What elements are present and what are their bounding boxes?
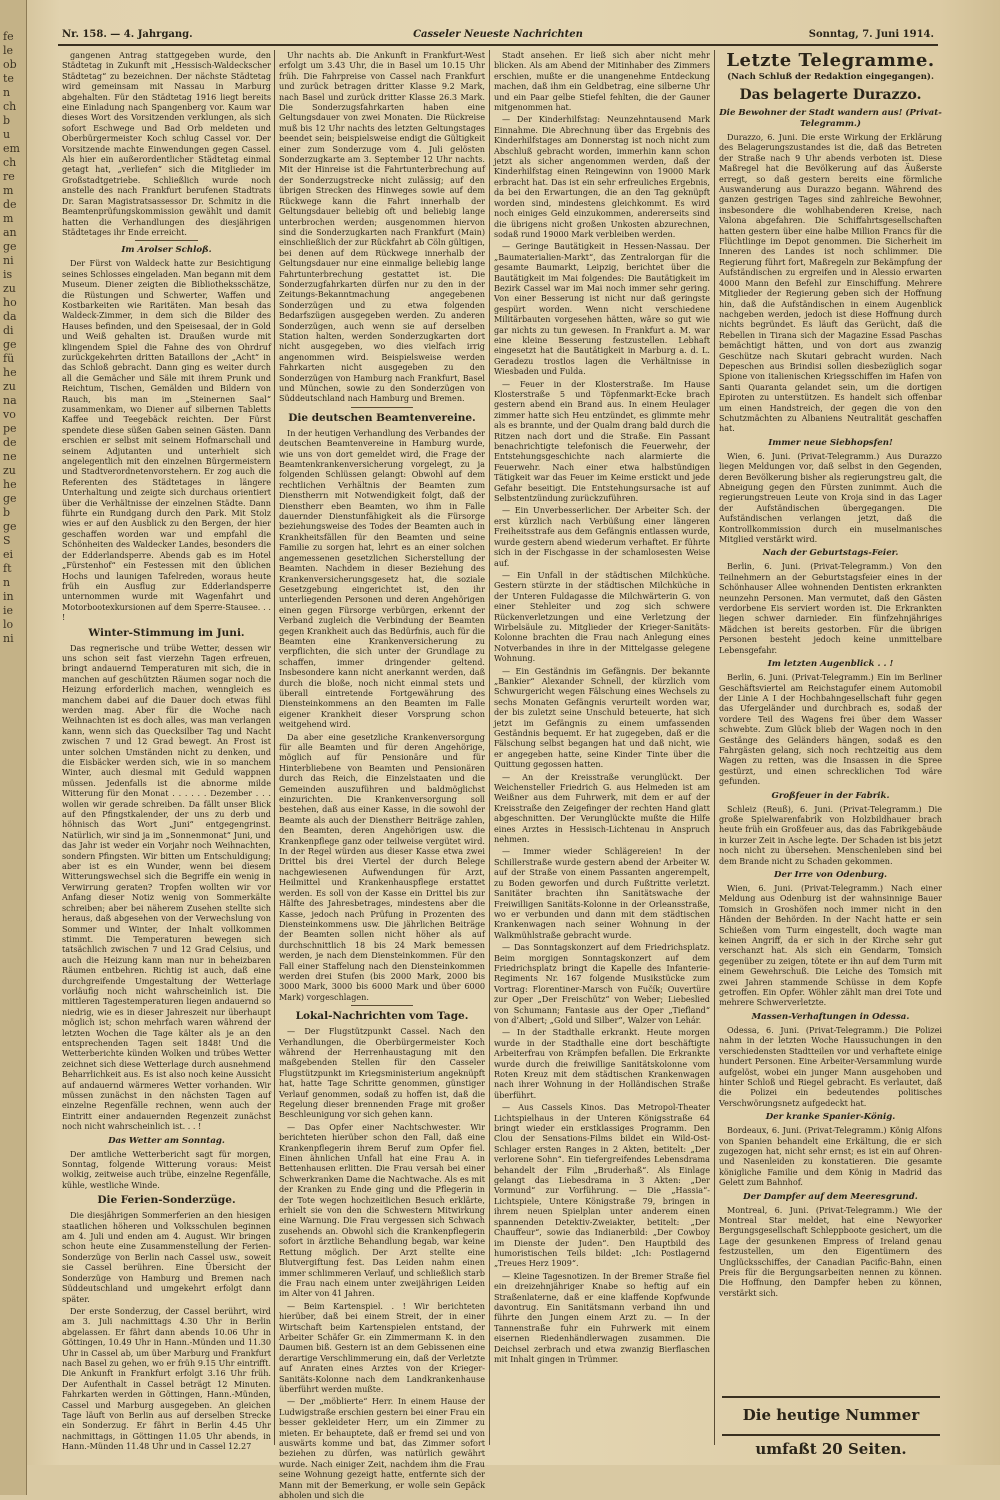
- previous-page-edge: [0, 0, 27, 1495]
- article-paragraph: — Ein Geständnis im Gefängnis. Der bekannte „Bankier“ Alexander Schnell, der kürzlich vom Schwurgericht wegen Fälschung eines Wechsels zu sechs Monaten Gefängnis verurteilt worden war, der bis zuletzt seine Unschuld beteuerte, hat sich jetzt im Gefängnis zu einem umfassenden Geständnis bequemt. Er hat zugegeben, daß er die Fälschung selbst begangen hat und daß nicht, wie er angegeben hatte, seine Kinder Tinte über die Quittung gegossen hatten.: [494, 665, 710, 770]
- column-rule: [274, 50, 275, 1445]
- edge-fragment: em: [3, 142, 20, 155]
- article-paragraph: — Der „möblierte“ Herr. In einem Hause der Ludwigstraße erschien gestern bei einer Frau ein besser gekleideter Herr, um ein Zimmer zu mieten. Er behauptete, daß er fremd sei und von auswärts komme und bat, das Zimmer sofort beziehen zu dürfen, was natürlich gewährt wurde. Nach einiger Zeit, nachdem ihm die Frau seine Wohnung gezeigt hatte, entfernte sich der Mann mit der Bemerkung, er wolle sein Gepäck abholen und sich die: [279, 1396, 485, 1500]
- article-paragraph: In der heutigen Verhandlung des Verbandes der deutschen Beamtenvereine in Hamburg wurde, wie uns von dort gemeldet wird, die Frage der Beamtenkrankenversicherung vorgelegt, zu ja folgenden Schlüssen gelangt: Obwohl auf dem rechtlichen Verhältnis der Beamten zum Dienstherrn mit Notwendigkeit folgt, daß der Dienstherr eben Beamten, wo ihm in Falle dauernder Dienstunfähigkeit als die Fürsorge beziehungsweise des Todes der Beamten auch in Krankheitsfällen für den Beamten und seine Familie zu sorgen hat, lehrt es an einer solchen angemessenen gesetzlichen Sicherstellung der Beamten. Nachdem in dieser Beziehung des Krankenversicherungsgesetz hat, die soziale Gesetzgebung eingerichtet ist, den ihr unterliegenden Personen und deren Angehörigen einen gegen Fürsorge verbürgen, erkennt der Verband zugleich die Verbindung der Beamten gegen Krankheit auch das Bedürfnis, auch für die Beamten eine Krankenversicherung zu verpflichten, die sich unter der Grundlage zu schaffen, immer dringender geltend. Insbesondere kann nicht anerkannt werden, daß durch die bloße, noch nicht einmal stets und überall eintretende Fortgewährung des Diensteinkommens an den Beamten im Falle eigener Krankheit dieser Vorsprung schon weitgehend wird.: [279, 427, 485, 730]
- article-paragraph: Das regnerische und trübe Wetter, dessen wir uns schon seit fast vierzehn Tagen erfreuen, bringt andauernd Temperaturen mit sich, die in manchen auf geschützten Räumen sogar noch die Heizung erforderlich machen, wenngleich es manchem dabei auf die Dauer doch etwas fühl werden mag. Aber für die Woche nach Weihnachten ist es doch alles, was man verlangen kann, wenn sich das Quecksilber Tag und Nacht zwischen 7 und 12 Grad bewegt. An Frost ist unter solchen Umständen nicht zu denken, und die Eisbäcker werden sich, wie in so manchem Winter, auch diesmal mit Geduld wappnen müssen. Jedenfalls ist die abnorme milde Witterung für den Monat . . . . . . Dezember . . . wollen wir gerade schreiben. Da fällt unser Blick auf den Pfingstkalender, der uns zu derb und höhnisch das Wort „Juni“ entgegengrinst. Natürlich, wir sind ja im „Sonnenmonat“ Juni, und das Jahr ist weder ein Vorjahr noch Weihnachten, sondern Pfingsten. Wir bitten um Entschuldigung; aber ist es ein Wunder, wenn bei diesem Witterungswechsel sich die Begriffe ein wenig in Verwirrung geraten? Tropfen wollten wir vor Anfang dieser Notiz wenig von Sommerkälte schreiben; aber bei näherem Zusehen stellte sich heraus, daß abgesehen von der Verwechslung von Sommer und Winter, der Inhalt vollkommen stimmt. Die Temperaturen bewegen sich tatsächlich zwischen 7 und 12 Grad Celsius, und auch die Heizung kann man nur in beheizbaren Räumen entbehren. Richtig ist auch, daß eine durchgreifende Umgestaltung der Wetterlage vorläufig noch nicht wahrscheinlich ist. Die mittleren Tagestemperaturen liegen andauernd so niedrig, wie es in dieser Jahreszeit nur überhaupt möglich ist; schon mehrfach waren während der letzten Wochen die Tage kälter als je an den entsprechenden Tagen seit 1848! Und die Wetterberichte künden Wolken und trübes Wetter zeichnet sich diese Wetterlage durch ausnehmend Beharrlichkeit aus. Es ist also noch keine Aussicht auf andauernd wärmeres Wetter vorhanden. Wir müssen zunächst in den nächsten Tagen auf einzelne Regenfälle rechnen, wenn auch der Eintritt einer andauernden Regenzeit zunächst noch nicht wahrscheinlich ist. . . !: [62, 642, 271, 1132]
- article-paragraph: Montreal, 6. Juni. (Privat-Telegramm.) Wie der Montreal Star meldet, hat eine Newyorker Bergungsgesellschaft Schleppboote gesichert, um die Lage der gesunkenen Empress of Ireland genau festzustellen, um den Eigentümern des Unglücksschiffes, der Canadian Pacific-Bahn, einen Preis für die Bergungsarbeiten nennen zu können. Die Hoffnung, den Dampfer heben zu können, verstärkt sich.: [719, 1204, 942, 1298]
- edge-fragment: ge: [3, 338, 17, 351]
- telegram-headline: Das belagerte Durazzo.: [739, 87, 922, 103]
- edge-fragment: he: [3, 478, 17, 491]
- article-paragraph: Berlin, 6. Juni. (Privat-Telegramm.) Von den Teilnehmern an der Geburtstagsfeier eines in der Schönhauser Allee wohnenden Dentisten erkrankten neunzehn Personen. Man vermutet, daß den Gästen verdorbene Eis serviert worden ist. Die Erkrankten liegen schwer darnieder. Ein fünfzehnjähriges Mädchen ist bereits gestorben. Für die übrigen Personen besteht jedoch keine unmittelbare Lebensgefahr.: [719, 561, 942, 655]
- edge-fragment: n: [3, 86, 11, 99]
- article-paragraph: — An der Kreisstraße verunglückt. Der Weichensteller Friedrich G. aus Helmeden ist am Weißner aus dem Fuhrwerk, mit dem er auf der Kreisstraße den Zeigefinger der rechten Hand glatt abgeschnitten. Der Verunglückte mußte die Hilfe eines Arztes in Hessisch-Lichtenau in Anspruch nehmen.: [494, 771, 710, 845]
- edge-fragment: ei: [3, 548, 14, 561]
- article-paragraph: — Aus Cassels Kinos. Das Metropol-Theater Lichtspielhaus in der Unteren Königsstraße 64 bringt wieder ein erstklassiges Programm. Den Clou der Sensations-Films bildet ein Wild-Ost-Schlager ersten Ranges in 2 Akten, betitelt: „Der verlorene Sohn“. Ein tiefergreifendes Lebensdrama behandelt der Film „Bruderhaß“. Als Einlage gelangt das Liebesdrama in 3 Akten: „Der Vormund“ zur Vorführung. — Die „Hassia“-Lichtspiele, Untere Königstraße 79, bringen in ihrem neuen Spielplan unter anderem einen spannenden Detektiv-Zweiakter, betitelt: „Der Chauffeur“, sowie das Indianerbild: „Der Cowboy im Dienste der Juden“. Den Hauptbild des humoristischen Teils bildet: „Ich: Postlagernd „Treues Herz 1909“.: [494, 1102, 710, 1269]
- edge-fragment: ob: [3, 58, 17, 71]
- edge-fragment: zu: [3, 380, 16, 393]
- edge-fragment: m: [3, 212, 14, 225]
- edge-fragment: is: [3, 268, 13, 281]
- masthead-title: Casseler Neueste Nachrichten: [413, 29, 583, 40]
- edge-fragment: na: [3, 394, 17, 407]
- issue-date: Sonntag, 7. Juni 1914.: [808, 29, 934, 40]
- article-paragraph: Wien, 6. Juni. (Privat-Telegramm.) Aus Durazzo liegen Meldungen vor, daß selbst in den Gegenden, deren Bevölkerung bisher als regierungstreu galt, die Abneigung gegen den Fürsten zunimmt. Auch die regierungstreuen Leute von Kroja sind in das Lager der Aufständischen übergegangen. Die Aufständischen verlangen jetzt, daß die Kontrollkommission durch ein muselmanisches Mitglied verstärkt wird.: [719, 450, 942, 545]
- article-paragraph: gangenen Antrag stattgegeben wurde, den Städtetag in Zukunft mit „Hessisch-Waldeckscher Städtetag“ zu bezeichnen. Der nächste Städtetag wird gemeinsam mit Nassau in Marburg abgehalten. Für den Städtetag 1916 liegt bereits eine Einladung nach Spangenberg vor. Kaum war dieses Wort des Vorsitzenden verklungen, als sich sofort Eschwege und Bad Orb meldeten und Oberbürgermeister Koch schlug Cassel vor. Der Vorsitzende machte Einwendungen gegen Cassel. Als hier ein außerordentlicher Städtetag einmal getagt hat, „verliefen“ sich die Mitglieder im Großstadtgetriebe. Schließlich wurde noch anstelle des nach Frankfurt berufenen Stadtrats Dr. Saran Magistratsassessor Dr. Schmitz in die Beamtenprüfungskommission gewählt und damit hatten die Verhandlungen des diesjährigen Städtetages ihr Ende erreicht.: [62, 50, 271, 237]
- article-paragraph: Der amtliche Wetterbericht sagt für morgen, Sonntag, folgende Witterung voraus: Meist wolkig, zeitweise auch trübe, einzelne Regenfälle, kühle, westliche Winde.: [62, 1148, 271, 1190]
- edge-fragment: lo: [3, 618, 14, 631]
- article-paragraph: — Das Sonntagskonzert auf dem Friedrichsplatz. Beim morgigen Sonntagskonzert auf dem Friedrichsplatz bringt die Kapelle des Infanterie-Regiments Nr. 167 folgende Musikstücke zum Vortrag: Florentiner-Marsch von Fučík; Ouvertüre zur Oper „Der Freischütz“ von Weber; Liebeslied von Schumann; Fantasie aus der Oper „Tiefland“ von d’Albert; „Gold und Silber“, Walzer von Lehár.: [494, 942, 710, 1025]
- column-rule: [489, 50, 490, 1445]
- article-subheadline: Der Dampfer auf dem Meeresgrund.: [743, 1191, 918, 1202]
- edge-fragment: b: [3, 506, 11, 519]
- telegram-list: [719, 87, 942, 1298]
- issue-page-count-note: Die heutige Nummer umfaßt 20 Seiten.: [722, 1396, 940, 1436]
- article-paragraph: — Das Opfer einer Nachtschwester. Wir berichteten hierüber schon den Fall, daß eine Krankenpflegerin ihrem Beruf zum Opfer fiel. Einen ähnlichen Unfall hat eine Frau A. in Bettenhausen erlitten. Die Frau versah bei einer Schwerkranken Dame die Nachtwache. Als es mit der Kranken zu Ende ging und die Pflegerin in der Tote wegen hochzeitlichen Besuch erklärte, erhielt sie von den die Schwestern Mitwirkung eine Warnung. Die Frau vergessen sich Schwach zusehends an. Obwohl sich die Krankenpflegerin sofort in ärztliche Behandlung begab, war keine Rettung möglich. Der Arzt stellte eine Blutvergiftung fest. Das Leiden nahm einen immer schlimmeren Verlauf, und schließlich starb die Frau nach einem unter zweijährigen Leiden im Alter von 41 Jahren.: [279, 1121, 485, 1299]
- edge-fragment: ge: [3, 240, 17, 253]
- edge-fragment: ni: [3, 632, 14, 645]
- section-separator: [351, 407, 413, 408]
- telegrams-title: Letzte Telegramme.: [726, 50, 935, 71]
- edge-fragment: ho: [3, 296, 17, 309]
- article-paragraph: Der erste Sonderzug, der Cassel berührt, wird am 3. Juli nachmittags 4.30 Uhr in Berlin abgelassen. Er fährt dann abends 10.06 Uhr in Göttingen, 10.49 Uhr in Hann.-Münden und 11.30 Uhr in Cassel ab, um über Marburg und Frankfurt nach Basel zu gehen, wo er früh 9.15 Uhr eintrifft. Die Ankunft in Frankfurt erfolgt 3.16 Uhr früh. Der Aufenthalt in Cassel beträgt 12 Minuten. Fahrkarten werden in Göttingen, Hann.-Münden, Cassel und Marburg ausgegeben. An gleichen Tage läuft von Berlin aus auf derselben Strecke ein Sonderzug. Er fährt in Berlin 4.45 Uhr nachmittags, in Göttingen 11.05 Uhr abends, in Hann.-Münden 11.48 Uhr und in Cassel 12.27: [62, 1305, 271, 1452]
- edge-fragment: ch: [3, 156, 17, 169]
- article-paragraph: Wien, 6. Juni. (Privat-Telegramm.) Nach einer Meldung aus Odenburg ist der wahnsinnige Bauer Tomsich in Groshöfen noch immer nicht in den Händen der Behörden. In der Nacht hatte er sein Schießen vom Turm eingestellt, doch wagte man keinen Angriff, da er sich in der Kirche sehr gut verschanzt hat. Als sich ein Gendarm, Tomsich gegenüber zu zeigen, tötete er ihn auf dem Turm mit einem Gewehrschuß. Die Leiche des Tomsich mit zwei Jahren stammende Schüsse in dem Kopfe getroffen. Ein Opfer. Wöhler zählt man drei Tote und mehrere Schwerverletzte.: [719, 883, 942, 1008]
- article-paragraph: Die diesjährigen Sommerferien an den hiesigen staatlichen höheren und Volksschulen beginnen am 4. Juli und enden am 4. August. Wir bringen schon heute eine Zusammenstellung der Ferien-Sonderzüge von Berlin nach Cassel usw., soweit sie Cassel berühren. Eine Übersicht der Sonderzüge von Hamburg und Bremen nach Süddeutschland und umgekehrt erfolgt dann später.: [62, 1210, 271, 1304]
- article-subheadline: Im letzten Augenblick . . !: [767, 659, 894, 670]
- edge-fragment: b: [3, 114, 11, 127]
- edge-fragment: de: [3, 198, 17, 211]
- column-3: [494, 50, 710, 1445]
- issue-number: Nr. 158. — 4. Jahrgang.: [62, 29, 193, 40]
- edge-fragment: ie: [3, 604, 14, 617]
- article-paragraph: Uhr nachts ab. Die Ankunft in Frankfurt-West erfolgt um 3.43 Uhr, die in Basel um 10.15 Uhr früh. Die Fahrpreise von Cassel nach Frankfurt und zurück betragen dritter Klasse 9.2 Mark, nach Basel und zurück dritter Klasse 26.3 Mark. Die Sonderzugsfahrkarten haben eine Geltungsdauer von zwei Monaten. Die Rückreise muß bis 12 Uhr nachts des letzten Geltungstages beendet sein; beispielsweise endigt die Gültigkeit einer zum Sonderzuge vom 4. Juli gelösten Sonderzugkarte am 3. September 12 Uhr nachts. Mit der Hinreise ist die Fahrtunterbrechung auf der Sonderzugstrecke nicht zulässig; auf den übrigen Strecken des Hinweges sowie auf dem Rückwege kann die Fahrt innerhalb der Geltungsdauer beliebig oft und beliebig lange unterbrochen werden; ausgenommen hiervon sind die Sonderzugkarten nach Frankfurt (Main) einschließlich der zur Rückfahrt ab Cöln gültigen, bei denen auf dem Rückwege innerhalb der Geltungsdauer nur eine einmalige beliebig lange Fahrtunterbrechung gestattet ist. Die Sonderzugfahrkarten dürfen nur zu den in der Zeitungs-Bekanntmachung angegebenen Sonderzügen und zu etwa folgenden Bedarfszügen ausgegeben werden. Zu anderen Sonderzügen, auch wenn sie auf derselben Station halten, werden Sonderzugkarten dort nicht ausgegeben, wo dies vielfach irrig angenommen wird. Beispielsweise werden Fahrkarten nicht ausgegeben zu den Sonderzügen von Hamburg nach Frankfurt, Basel und München, sowie zu den Sonderzügen von Süddeutschland nach Hamburg und Bremen.: [279, 50, 485, 404]
- edge-fragment: he: [3, 366, 17, 379]
- edge-fragment: pe: [3, 422, 17, 435]
- article-paragraph: — Der Flugstützpunkt Cassel. Nach den Verhandlungen, die Oberbürgermeister Koch während der Herrenhaustagung mit den maßgebenden Stellen für den Casseler Flugstützpunkt im Kriegsministerium angeknüpft hat, hatte Tage Schritte genommen, günstiger Verlauf genommen, sodaß zu hoffen ist, daß die Regelung dieser brennenden Frage mit großer Beschleunigung vor sich gehen kann.: [279, 1026, 485, 1120]
- edge-fragment: ch: [3, 100, 17, 113]
- article-paragraph: Schleiz (Reuß), 6. Juni. (Privat-Telegramm.) Die große Spielwarenfabrik von Holzbildhauer brach heute früh ein Großfeuer aus, das das Fabrikgebäude in kurzer Zeit in Asche legte. Der Schaden ist bis jetzt noch nicht zu übersehen. Menschenleben sind bei dem Brande nicht zu Schaden gekommen.: [719, 803, 942, 866]
- article-paragraph: — In der Stadthalle erkrankt. Heute morgen wurde in der Stadthalle eine dort beschäftigte Arbeiterfrau von Krämpfen befallen. Die Erkrankte wurde durch die freiwillige Sanitätskolonne vom Roten Kreuz mit dem städtischen Krankenwagen nach ihrer Wohnung in der Holländischen Straße überführt.: [494, 1027, 710, 1100]
- article-paragraph: — Ein Unverbesserlicher. Der Arbeiter Sch. der erst kürzlich nach Verbüßung einer längeren Freiheitsstrafe aus dem Gefängnis entlassen wurde, wurde gestern abend wiederum verhaftet. Er führte sich in der Fischgasse in der schamlosesten Weise auf.: [494, 505, 710, 568]
- article-paragraph: — Immer wieder Schlägereien! In der Schillerstraße wurde gestern abend der Arbeiter W. auf der Straße von einem Passanten angerempelt, zu Boden geworfen und durch Fußtritte verletzt. Sanitäter brachten ihn Sanitätswache der Freiwilligen Sanitäts-Kolonne in der Orleansstraße, wo er verbunden und dann mit dem städtischen Krankenwagen nach seiner Wohnung in der Walkmühlstraße gebracht wurde.: [494, 846, 710, 940]
- section-separator: [135, 240, 198, 241]
- edge-fragment: zu: [3, 464, 16, 477]
- article-paragraph: — Geringe Bautätigkeit in Hessen-Nassau. Der „Baumaterialien-Markt“, das Zentralorgan für die gesamte Baumarkt, Leipzig, berichtet über die Bautätigkeit im Mai folgendes: Die Bautätigkeit im Bezirk Cassel war im Mai noch immer sehr gering. Von einer Besserung ist nicht nur daß geringste gespürt worden. Wenn nicht verschiedene Militärbauten vorgesehen hätten, wäre so gut wie gar nichts zu tun gewesen. In Frankfurt a. M. war eine kleine Besserung festzustellen. Lebhaft eingesetzt hat die Bautätigkeit in Marburg a. d. L. Geradezu trostlos lagen die Verhältnisse in Wiesbaden und Fulda.: [494, 241, 710, 377]
- article-paragraph: — Feuer in der Klosterstraße. Im Hause Klosterstraße 5 und Töpfenmarkt-Ecke brach gestern abend ein Brand aus. In einem Heulager zimmer hatte sich Heu entzündet, es glimmte mehr als es brannte, und der Qualm drang bald durch die Ritzen nach dort und die Straße. Ein Passant benachrichtigte telefonisch die Feuerwehr, der Entstehungsgeschichte nach alarmierte die Feuerwehr. Nach einer etwa halbstündigen Tätigkeit war das Feuer im Keime erstickt und jede Gefahr beseitigt. Die Entstehungsursache ist auf Selbstentzündung zurückzuführen.: [494, 378, 710, 504]
- article-paragraph: Da aber eine gesetzliche Krankenversorgung für alle Beamten und für deren Angehörige, möglich auf für Pensionäre und für Hinterbliebene von Beamten und Pensionären durch das Reich, die Einzelstaaten und die Gemeinden auszuführen und baldmöglichst einzurichten. Die Krankenversorgung soll bestehen, daß aus einer Kasse, in die sowohl der Beamte als auch der Dienstherr Beiträge zahlen, den Beamten, deren Angehörigen usw. die Krankenpflege ganz oder teilweise vergütet wird. In der Regel würden aus dieser Kasse etwa zwei Drittel bis drei Viertel der durch Belege nachgewiesenen Aufwendungen für Arzt, Heilmittel und Krankenhauspflege erstattet werden. Es soll von der Kasse ein Drittel bis zur Hälfte des Jahresbetrages, mindestens aber die Kasse, jedoch nach Prüfung in Prozenten des Diensteinkommens usw. Die jährlichen Beiträge der Beamten sollen nicht höher als auf durchschnittlich 18 bis 24 Mark bemessen werden, je nach dem Diensteinkommen. Für den Fall einer Staffelung nach den Diensteinkommen werden drei Stufen (bis 2000 Mark, 2000 bis 3000 Mark, 3000 bis 6000 Mark und über 6000 Mark) vorgeschlagen.: [279, 731, 485, 1002]
- article-paragraph: Bordeaux, 6. Juni. (Privat-Telegramm.) König Alfons von Spanien behandelt eine Erkältung, die er sich zugezogen hat, nicht sehr ernst; es ist ein auf Ohren- und Nasenleiden zu konstatieren. Die gesamte königliche Familie und dem König in Madrid das Gelett zum Bahnhof.: [719, 1125, 942, 1188]
- telegrams-subtitle: (Nach Schluß der Redaktion eingegangen).: [727, 72, 934, 82]
- edge-fragment: ni: [3, 254, 14, 267]
- article-subheadline: Im Arolser Schloß.: [121, 245, 212, 256]
- edge-fragment: di: [3, 324, 14, 337]
- edge-fragment: u: [3, 128, 11, 141]
- edge-fragment: vo: [3, 408, 16, 421]
- article-paragraph: Der Fürst von Waldeck hatte zur Besichtigung seines Schlosses eingeladen. Man begann mit dem Museum. Diener zeigten die Bibliotheksschätze, die Rüstungen und Schwerter, Waffen und Kostbarkeiten wie Raritäten. Man besah das Waldeck-Zimmer, in dem sich die Bilder des Hauses befinden, und den Speisesaal, der in Gold und Weiß gehalten ist. Draußen wurde mit klingendem Spiel die Fahne des von Ohrdruf zurückgekehrten dritten Bataillons der „Acht“ in das Schloß gebracht. Dann ging es weiter durch all die Gemächer und Säle mit ihrem Prunk und Reichtum, Tischen, Gemälden und Bildern von Rauch, bis man im „Steinernen Saal“ zusammenkam, wo Diener auf silbernen Tabletts Kaffee und Teegebäck reichten. Der Fürst spendete diese süßen Gaben seinen Gästen. Dann erschien er selbst mit seinem Hofmarschall und seinem Adjutanten und unterhielt sich angelegentlich mit den einzelnen Bürgermeistern und Stadtverordnetenvorstehern. Er zog auch die Referenten des Städtetages in längere Unterhaltung und zeigte sich durchaus orientiert über die Verhältnisse der einzelnen Städte. Dann führte ein Rundgang durch den Park. Mit Stolz wies er auf den Ausblick zu den Bergen, der hier geschaffen worden war und empfahl die Schönheiten des Waldecker Landes, besonders die der Edderlandsperre. Abends gab es im Hotel „Fürstenhof“ ein Festessen mit den üblichen Hochs und launigen Tafelreden, woraus heute früh ein Ausflug zur Edderlandsperre unternommen wurde mit Wagenfahrt und Motorbootexkursionen auf dem Sperre-Stausee. . . !: [62, 258, 271, 623]
- article-subheadline: Immer neue Siebhopsfen!: [768, 437, 893, 448]
- edge-fragment: zu: [3, 282, 16, 295]
- article-subheadline: Das Wetter am Sonntag.: [108, 1135, 225, 1146]
- edge-fragment: ge: [3, 520, 17, 533]
- column-2: [279, 50, 485, 1500]
- article-paragraph: — Beim Kartenspiel. . ! Wir berichteten hierüber, daß bei einem Streit, der in einer Wirtschaft beim Kartenspielen entstand, der Arbeiter Schäfer Gr. ein Zimmermann K. in den Daumen biß. Gestern ist an dem Gebissenen eine derartige Verschlimmerung ein, daß der Verletzte auf Anraten eines Arztes von der Krieger-Sanitäts-Kolonne nach dem Landkrankenhause überführt werden mußte.: [279, 1300, 485, 1394]
- article-subheadline: Großfeuer in der Fabrik.: [771, 790, 890, 801]
- article-paragraph: — Ein Unfall in der städtischen Milchküche. Gestern stürzte in der städtischen Milchküche in der Unteren Fuldagasse die Milchwärterin G. von einer Stehleiter und zog sich schwere Rückenverletzungen und eine Verletzung der Wirbelsäule zu. Mitglieder der Krieger-Sanitäts-Kolonne brachten die Frau nach Anlegung eines Notverbandes in ihre in der Mittelgasse gelegene Wohnung.: [494, 569, 710, 664]
- edge-fragment: te: [3, 72, 14, 85]
- article-subheadline: Der kranke Spanier-König.: [765, 1112, 896, 1123]
- edge-fragment: re: [3, 170, 15, 183]
- edge-fragment: ft: [3, 562, 12, 575]
- article-headline: Die deutschen Beamtenvereine.: [288, 411, 476, 424]
- edge-fragment: m: [3, 184, 14, 197]
- article-headline: Die Ferien-Sonderzüge.: [97, 1194, 236, 1207]
- article-subheadline: Die Bewohner der Stadt wandern aus! (Privat-Telegramm.): [719, 108, 942, 129]
- edge-fragment: de: [3, 436, 17, 449]
- article-paragraph: Berlin, 6. Juni. (Privat-Telegramm.) Ein im Berliner Geschäftsviertel am Reichstagufer einem Automobil der Linie A I der Hochbahngesellschaft fuhr gegen das Ufergeländer und durchbrach es, sodaß der vordere Teil des Wagens frei über dem Wasser schwebte. Zum Glück blieb der Wagen noch in den Gestänge des Geländers hängen, sodaß es den Fahrgästen gelang, sich noch rechtzeitig aus dem Wagen zu retten, was die Insassen in die Spree gestürzt, und einen schrecklichen Tod wäre gefunden.: [719, 672, 942, 787]
- article-subheadline: Massen-Verhaftungen in Odessa.: [751, 1011, 910, 1022]
- edge-fragment: le: [3, 44, 14, 57]
- section-separator: [351, 1005, 413, 1006]
- page-header: [58, 28, 938, 46]
- edge-fragment: ne: [3, 450, 17, 463]
- edge-fragment: n: [3, 576, 11, 589]
- column-1: [62, 50, 271, 1452]
- edge-fragment: in: [3, 590, 14, 603]
- article-paragraph: Odessa, 6. Juni. (Privat-Telegramm.) Die Polizei nahm in der letzten Woche Haussuchungen in den verschiedensten Stadtteilen vor und verhaftete einige hundert Personen. Eine Arbeiter-Versammlung wurde aufgelöst, wobei ein junger Mann ausgehoben und hinter Schloß und Riegel gebracht. Es verlautet, daß die Polizei ein bedeutendes politisches Verschwörungsnetz aufgedeckt hat.: [719, 1024, 942, 1108]
- article-paragraph: Durazzo, 6. Juni. Die erste Wirkung der Erklärung des Belagerungszustandes ist die, daß das Betreten der Straße nach 9 Uhr abends verboten ist. Diese Maßregel hat die Bevölkerung auf das Äußerste erregt, so daß gestern bereits eine förmliche Auswanderung aus Durazzo begann. Während des ganzen gestrigen Tages sind zahlreiche Bewohner, insbesondere die wohlhabenderen Kreise, nach Valona abgefahren. Die Schiffahrtsgesellschaften hatten gestern über eine halbe Million Francs für die Flüchtlinge im Depot genommen. Die Sicherheit im Inneren des Landes ist noch schlimmer. Die Regierung führt fort, Maßregeln zur Bekämpfung der Aufständischen zu ergreifen und in Alessio erwarten 4000 Mann den Befehl zur Einschiffung. Mehrere Mitglieder der Regierung geben sich der Hoffnung hin, daß die Aufständischen in einem Augenblick nachgeben werden, jedoch ist diese Hoffnung durch nichts begründet. Es läuft das Gerücht, daß die Rebellen in Tirana sich der Magazine Essad Paschas bemächtigt hätten, und von dort aus zwanzig Geschütze nach Skutari gebracht wurden. Nach Depeschen aus Brindisi sollen diesbezüglich sogar Spione von italienischen Kriegsschiffen im Hafen von Santi Quaranta gelandet sein, um die dortigen Epiroten zu unterstützen. Es handelt sich offenbar um einen Handstreich, der gegen die von den Schutzmächten zu Albaniens Neutralität geschaffen hat.: [719, 132, 942, 434]
- edge-fragment: fe: [3, 30, 14, 43]
- article-paragraph: — Der Kinderhilfstag: Neunzehntausend Mark Einnahme. Die Abrechnung über das Ergebnis des Kinderhilfstages am Donnerstag ist noch nicht zum Abschluß gebracht worden, immerhin kann schon jetzt als sicher angenommen werden, daß der Kinderhilfstag einen Reingewinn von 19000 Mark erbracht hat. Das ist ein sehr erfreuliches Ergebnis, da bei den Erwartungen, die an den Tag geknüpft worden sind, mindestens gleichkommt. Es wird noch einiges Geld einzukommen, andererseits sind die übrigens nicht großen Unkosten abzurechnen, sodaß rund 19000 Mark verbleiben werden.: [494, 114, 710, 239]
- edge-fragment: da: [3, 310, 17, 323]
- article-subheadline: Der Irre von Odenburg.: [774, 870, 887, 880]
- article-headline: Winter-Stimmung im Juni.: [88, 626, 245, 639]
- column-4-telegrams: [719, 50, 942, 1445]
- article-subheadline: Nach der Geburtstags-Feier.: [762, 548, 899, 559]
- edge-fragment: fü: [3, 352, 15, 365]
- edge-fragment: S: [3, 534, 11, 547]
- edge-fragment: ge: [3, 492, 17, 505]
- article-paragraph: Stadt ansehen. Er ließ sich aber nicht mehr blicken. Als am Abend der Mitinhaber des Zimmers erschien, mußte er die unangenehme Entdeckung machen, daß ihm ein Geldbetrag, eine silberne Uhr und ein Paar gelbe Stiefel fehlten, die der Gauner mitgenommen hat.: [494, 50, 710, 113]
- article-paragraph: — Kleine Tagesnotizen. In der Bremer Straße fiel ein dreizehnjähriger Knabe so heftig auf ein Straßenlaterne, daß er eine klaffende Kopfwunde davontrug. Ein Sanitätsmann verband ihn und führte den Jungen einem Arzt zu. — In der Tannenstraße fuhr ein Fuhrwerk mit einem eisernen Riedenhändlerwagen zusammen. Die Deichsel zerbrach und etwa zwanzig Bierflaschen mit Inhalt gingen in Trümmer.: [494, 1270, 710, 1364]
- edge-fragment: an: [3, 226, 17, 239]
- article-headline: Lokal-Nachrichten vom Tage.: [295, 1010, 469, 1023]
- column-rule: [714, 50, 715, 1445]
